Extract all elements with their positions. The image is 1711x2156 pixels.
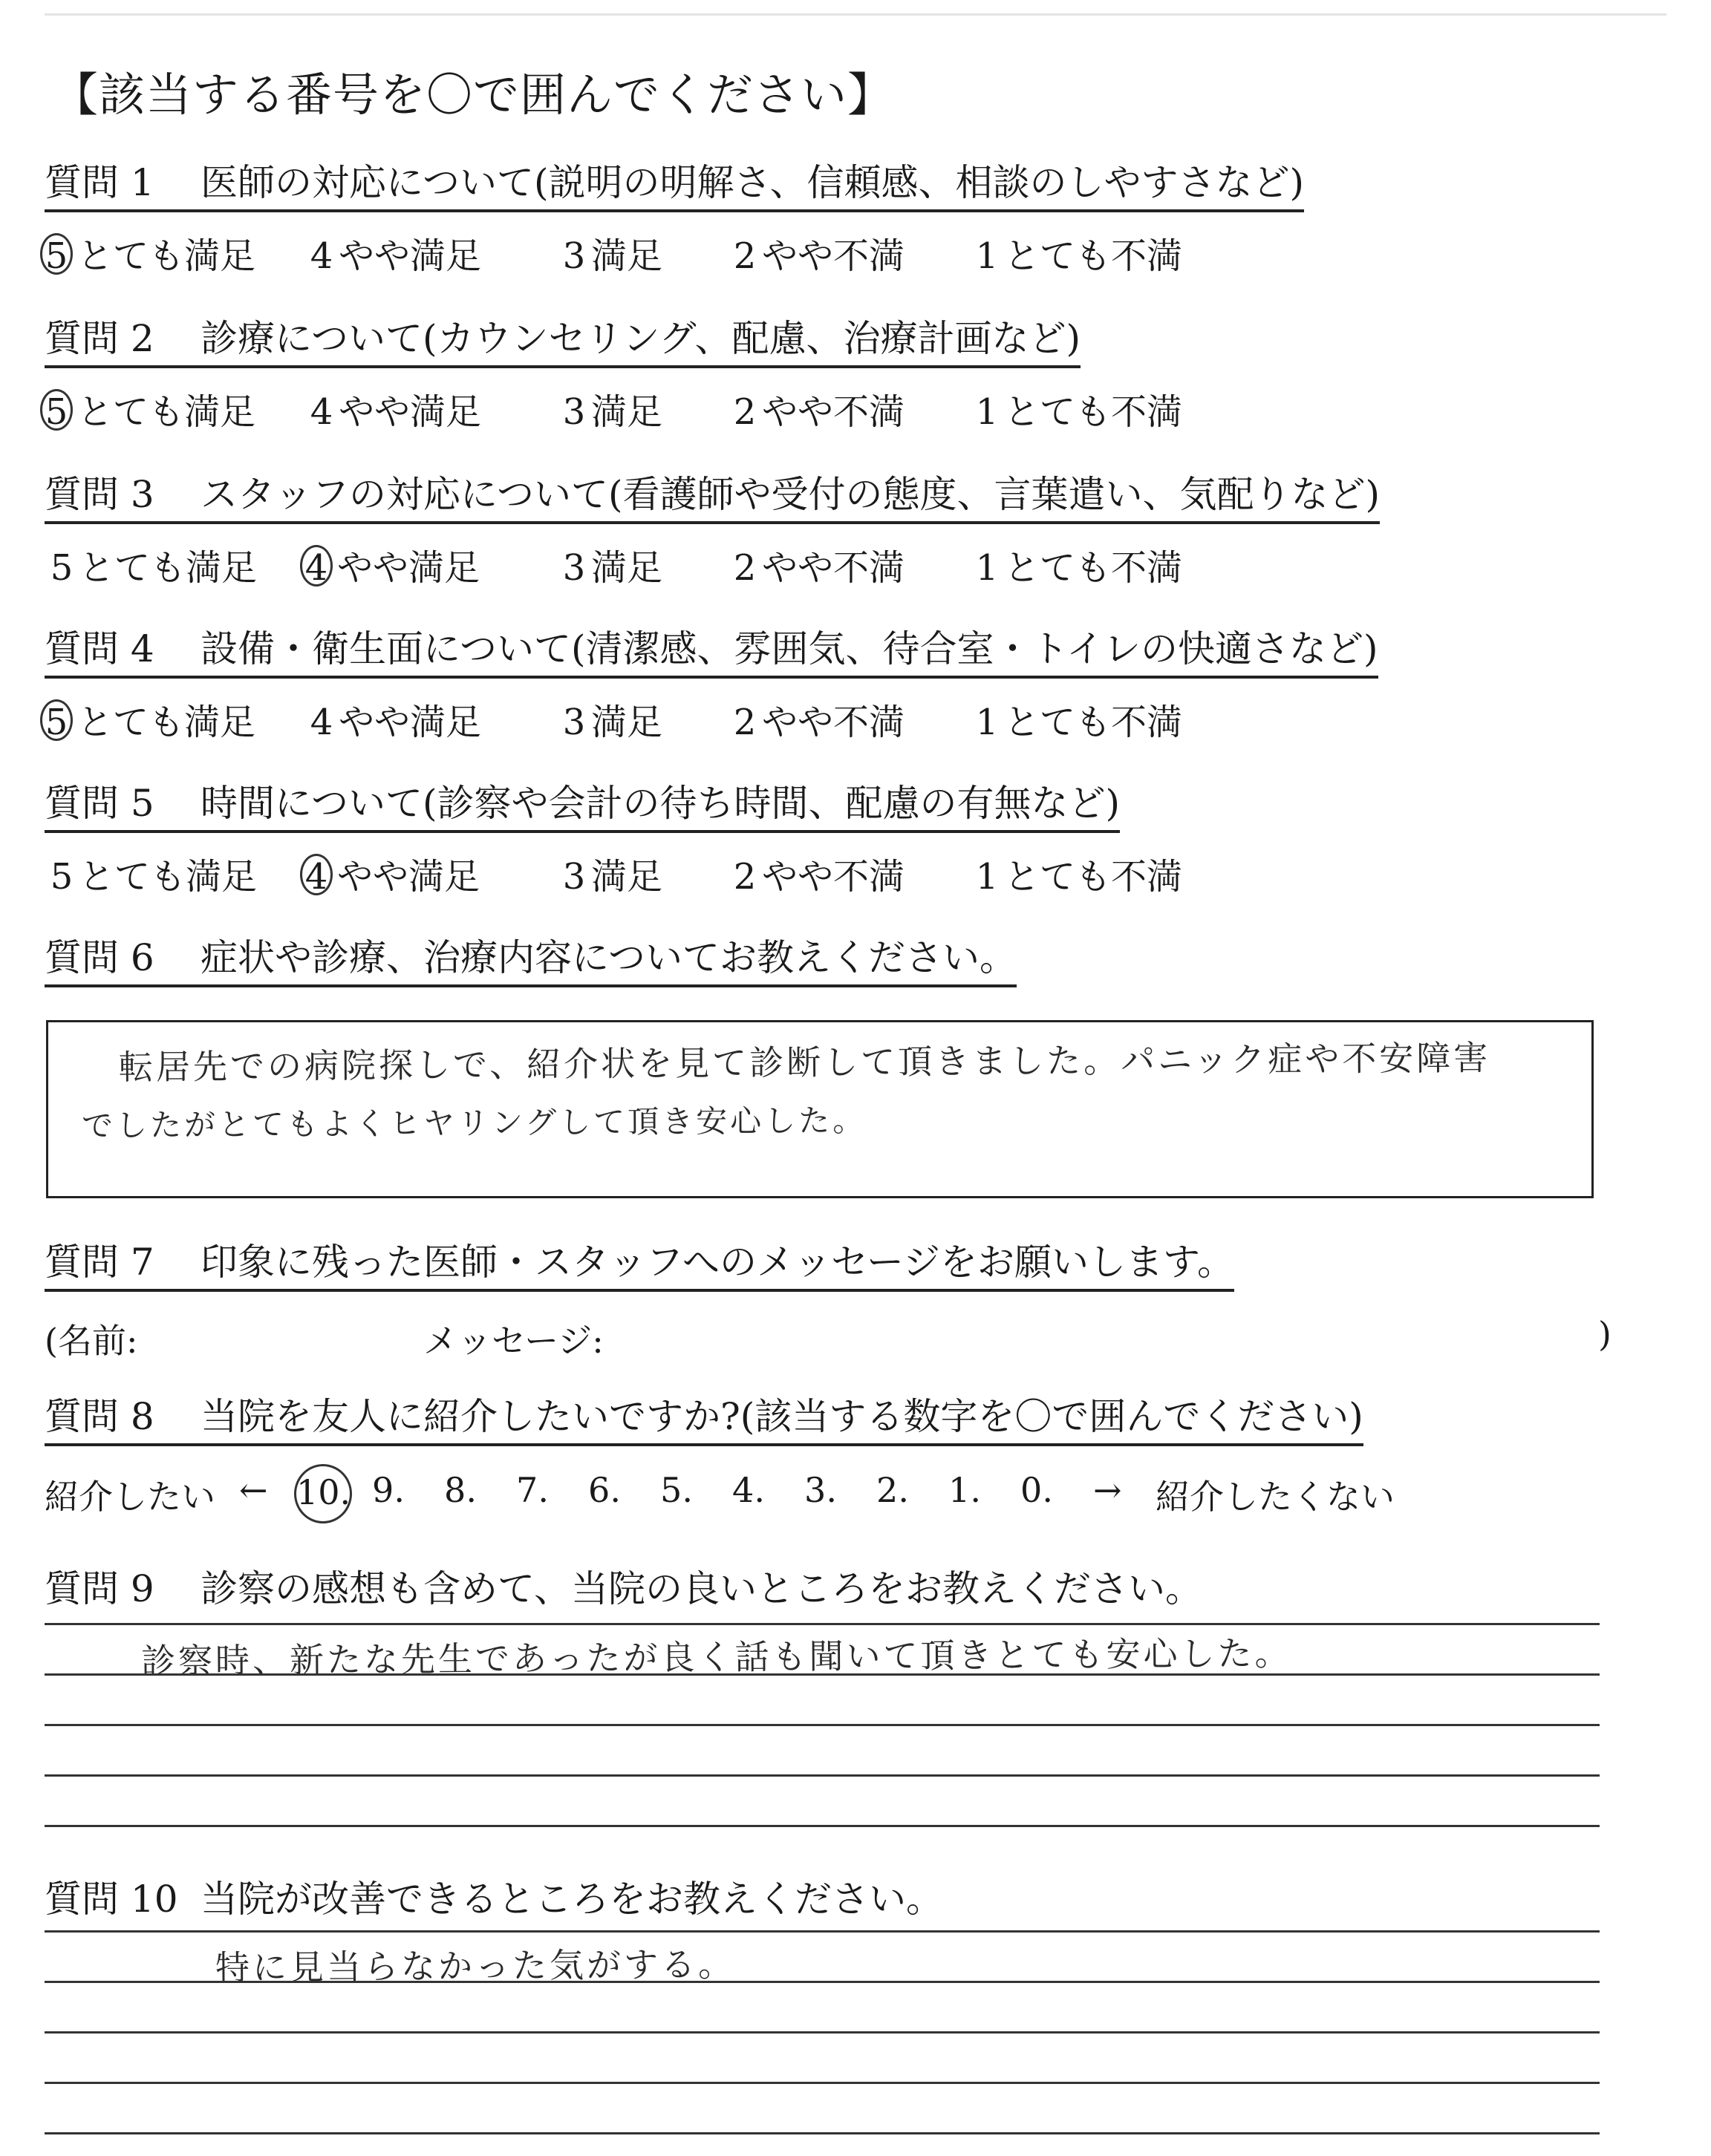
rating-option-4[interactable] bbox=[304, 383, 481, 434]
question-text: 医師の対応について(説明の明解さ、信頼感、相談のしやすさなど) bbox=[201, 161, 1305, 204]
score-option[interactable]: 6. bbox=[588, 1470, 621, 1510]
option-number: 1 bbox=[975, 235, 999, 277]
score-option[interactable]: 5. bbox=[660, 1470, 693, 1510]
rating-option-1[interactable] bbox=[970, 539, 1182, 590]
question-number: 質問 8 bbox=[45, 1395, 154, 1438]
answer-line bbox=[45, 1724, 1600, 1726]
rating-option-5[interactable] bbox=[45, 227, 255, 278]
question-text: 当院が改善できるところをお教えください。 bbox=[201, 1878, 943, 1921]
option-label: やや満足 bbox=[337, 547, 480, 589]
score-option[interactable]: 0. bbox=[1020, 1470, 1053, 1510]
question-10-title bbox=[45, 1878, 943, 1926]
option-label: やや不満 bbox=[762, 702, 905, 743]
rating-option-3[interactable] bbox=[557, 227, 662, 278]
left-arrow-icon: ← bbox=[239, 1470, 268, 1510]
option-label: 満足 bbox=[591, 547, 663, 589]
score-option[interactable]: 3. bbox=[804, 1470, 837, 1510]
option-label: とても不満 bbox=[1004, 235, 1183, 277]
option-label: やや満足 bbox=[339, 235, 482, 277]
option-number: 1 bbox=[975, 702, 999, 743]
question-number: 質問 6 bbox=[45, 936, 154, 979]
option-label: 満足 bbox=[591, 702, 663, 743]
question-number: 質問 1 bbox=[45, 161, 154, 204]
rating-option-5[interactable] bbox=[45, 848, 257, 899]
question-number: 質問 7 bbox=[45, 1241, 154, 1284]
option-number: 2 bbox=[733, 856, 757, 898]
question-10-answer: 特に見当らなかった気がする。 bbox=[215, 1944, 736, 1988]
score-option[interactable]: 2. bbox=[876, 1470, 909, 1510]
rating-option-4[interactable] bbox=[304, 539, 480, 590]
question-6-answer-line-1: 転居先での病院探しで、紹介状を見て診断して頂きました。パニック症や不安障害 bbox=[118, 1037, 1491, 1088]
option-number: 5 bbox=[40, 699, 73, 741]
rating-option-1[interactable] bbox=[970, 383, 1182, 434]
question-7-fields bbox=[45, 1314, 1611, 1366]
option-number: 4 bbox=[300, 854, 333, 895]
right-arrow-icon: → bbox=[1093, 1470, 1122, 1510]
question-4-title bbox=[45, 628, 1378, 679]
option-label: とても満足 bbox=[77, 702, 256, 743]
option-label: とても不満 bbox=[1004, 547, 1183, 589]
option-label: やや不満 bbox=[762, 856, 905, 898]
option-label: とても満足 bbox=[77, 235, 256, 277]
option-label: とても満足 bbox=[79, 547, 258, 589]
option-label: 満足 bbox=[591, 391, 663, 433]
answer-line bbox=[45, 1673, 1600, 1676]
closing-paren: ) bbox=[1598, 1314, 1611, 1354]
question-9-title bbox=[45, 1568, 1202, 1616]
instruction-heading: 【該当する番号を〇で囲んでください】 bbox=[52, 68, 895, 122]
rating-option-1[interactable] bbox=[970, 227, 1182, 278]
rating-option-4[interactable] bbox=[304, 693, 481, 745]
option-number: 1 bbox=[975, 856, 999, 898]
question-6-title bbox=[45, 937, 1017, 987]
question-text: 診察の感想も含めて、当院の良いところをお教えください。 bbox=[201, 1567, 1202, 1610]
rating-option-1[interactable] bbox=[970, 848, 1182, 899]
question-text: 時間について(診察や会計の待ち時間、配慮の有無など) bbox=[201, 782, 1121, 825]
option-number: 5 bbox=[50, 547, 74, 589]
recommend-scale bbox=[45, 1470, 1604, 1526]
question-6-answer-line-2: でしたがとてもよくヒヤリングして頂き安心した。 bbox=[81, 1102, 867, 1144]
option-number: 3 bbox=[562, 856, 586, 898]
option-number: 2 bbox=[733, 391, 757, 433]
option-label: とても不満 bbox=[1004, 856, 1183, 898]
option-label: 満足 bbox=[591, 856, 663, 898]
question-5-title bbox=[45, 783, 1120, 833]
question-number: 質問 3 bbox=[45, 473, 154, 516]
recommend-label: 紹介したい bbox=[45, 1477, 215, 1517]
score-option[interactable]: 4. bbox=[732, 1470, 765, 1510]
option-number: 3 bbox=[562, 547, 586, 589]
question-1-title bbox=[45, 162, 1304, 212]
option-number: 4 bbox=[310, 391, 333, 433]
option-label: やや不満 bbox=[762, 235, 905, 277]
question-number: 質問 2 bbox=[45, 317, 154, 360]
question-text: 当院を友人に紹介したいですか?(該当する数字を〇で囲んでください) bbox=[201, 1395, 1363, 1438]
rating-option-3[interactable] bbox=[557, 539, 662, 590]
score-option[interactable]: 1. bbox=[948, 1470, 981, 1510]
answer-line bbox=[45, 2132, 1600, 2134]
rating-option-4[interactable] bbox=[304, 848, 480, 899]
question-number: 質問 9 bbox=[45, 1567, 154, 1610]
option-number: 5 bbox=[50, 856, 74, 898]
page-top-rule bbox=[45, 13, 1666, 16]
option-label: とても満足 bbox=[79, 856, 258, 898]
question-text: 印象に残った医師・スタッフへのメッセージをお願いします。 bbox=[201, 1241, 1234, 1284]
option-label: とても満足 bbox=[77, 391, 256, 433]
option-label: やや満足 bbox=[339, 702, 482, 743]
option-number: 2 bbox=[733, 547, 757, 589]
rating-option-2[interactable] bbox=[728, 383, 905, 434]
question-2-title bbox=[45, 318, 1081, 368]
rating-option-5[interactable] bbox=[45, 383, 255, 434]
option-label: やや不満 bbox=[762, 391, 905, 433]
rating-option-1[interactable] bbox=[970, 693, 1182, 745]
question-number: 質問 4 bbox=[45, 627, 154, 670]
option-label: とても不満 bbox=[1004, 702, 1183, 743]
option-label: とても不満 bbox=[1004, 391, 1183, 433]
rating-option-4[interactable] bbox=[304, 227, 481, 278]
option-number: 4 bbox=[310, 702, 333, 743]
rating-option-3[interactable] bbox=[557, 383, 662, 434]
option-number: 2 bbox=[733, 235, 757, 277]
question-number: 質問 10 bbox=[45, 1878, 178, 1921]
question-number: 質問 5 bbox=[45, 782, 154, 825]
score-option[interactable]: 9. bbox=[372, 1470, 405, 1510]
option-label: やや満足 bbox=[337, 856, 480, 898]
answer-line bbox=[45, 1623, 1600, 1625]
not-recommend-label: 紹介したくない bbox=[1156, 1477, 1395, 1517]
option-number: 2 bbox=[733, 702, 757, 743]
question-9-answer: 診察時、新たな先生であったが良く話も聞いて頂きとても安心した。 bbox=[140, 1633, 1292, 1682]
answer-line bbox=[45, 1981, 1600, 1983]
option-number: 1 bbox=[975, 391, 999, 433]
answer-line bbox=[45, 2031, 1600, 2034]
rating-option-5[interactable] bbox=[45, 693, 255, 745]
message-label: メッセージ: bbox=[423, 1321, 604, 1361]
answer-line bbox=[45, 1930, 1600, 1933]
question-text: 症状や診療、治療内容についてお教えください。 bbox=[201, 936, 1017, 979]
option-number: 5 bbox=[40, 233, 73, 275]
answer-line bbox=[45, 1774, 1600, 1777]
option-number: 4 bbox=[310, 235, 333, 277]
rating-option-5[interactable] bbox=[45, 539, 257, 590]
option-label: やや不満 bbox=[762, 547, 905, 589]
rating-option-3[interactable] bbox=[557, 848, 662, 899]
score-option[interactable]: 7. bbox=[516, 1470, 549, 1510]
score-option[interactable]: 8. bbox=[444, 1470, 477, 1510]
option-number: 3 bbox=[562, 235, 586, 277]
question-8-title bbox=[45, 1396, 1363, 1446]
rating-option-3[interactable] bbox=[557, 693, 662, 745]
rating-option-2[interactable] bbox=[728, 693, 905, 745]
option-number: 4 bbox=[300, 545, 333, 587]
question-text: 診療について(カウンセリング、配慮、治療計画など) bbox=[201, 317, 1081, 360]
answer-line bbox=[45, 1825, 1600, 1827]
question-7-title bbox=[45, 1241, 1234, 1292]
rating-option-2[interactable] bbox=[728, 848, 905, 899]
question-text: 設備・衛生面について(清潔感、雰囲気、待合室・トイレの快適さなど) bbox=[201, 627, 1378, 670]
rating-option-2[interactable] bbox=[728, 539, 905, 590]
option-label: 満足 bbox=[591, 235, 663, 277]
question-text: スタッフの対応について(看護師や受付の態度、言葉遣い、気配りなど) bbox=[201, 473, 1381, 516]
score-option[interactable]: 10. bbox=[294, 1464, 352, 1523]
question-3-title bbox=[45, 474, 1380, 524]
option-number: 5 bbox=[40, 389, 73, 431]
option-number: 1 bbox=[975, 547, 999, 589]
option-label: やや満足 bbox=[339, 391, 482, 433]
option-number: 3 bbox=[562, 391, 586, 433]
option-number: 3 bbox=[562, 702, 586, 743]
rating-option-2[interactable] bbox=[728, 227, 905, 278]
name-label: (名前: bbox=[45, 1321, 138, 1361]
answer-line bbox=[45, 2082, 1600, 2084]
